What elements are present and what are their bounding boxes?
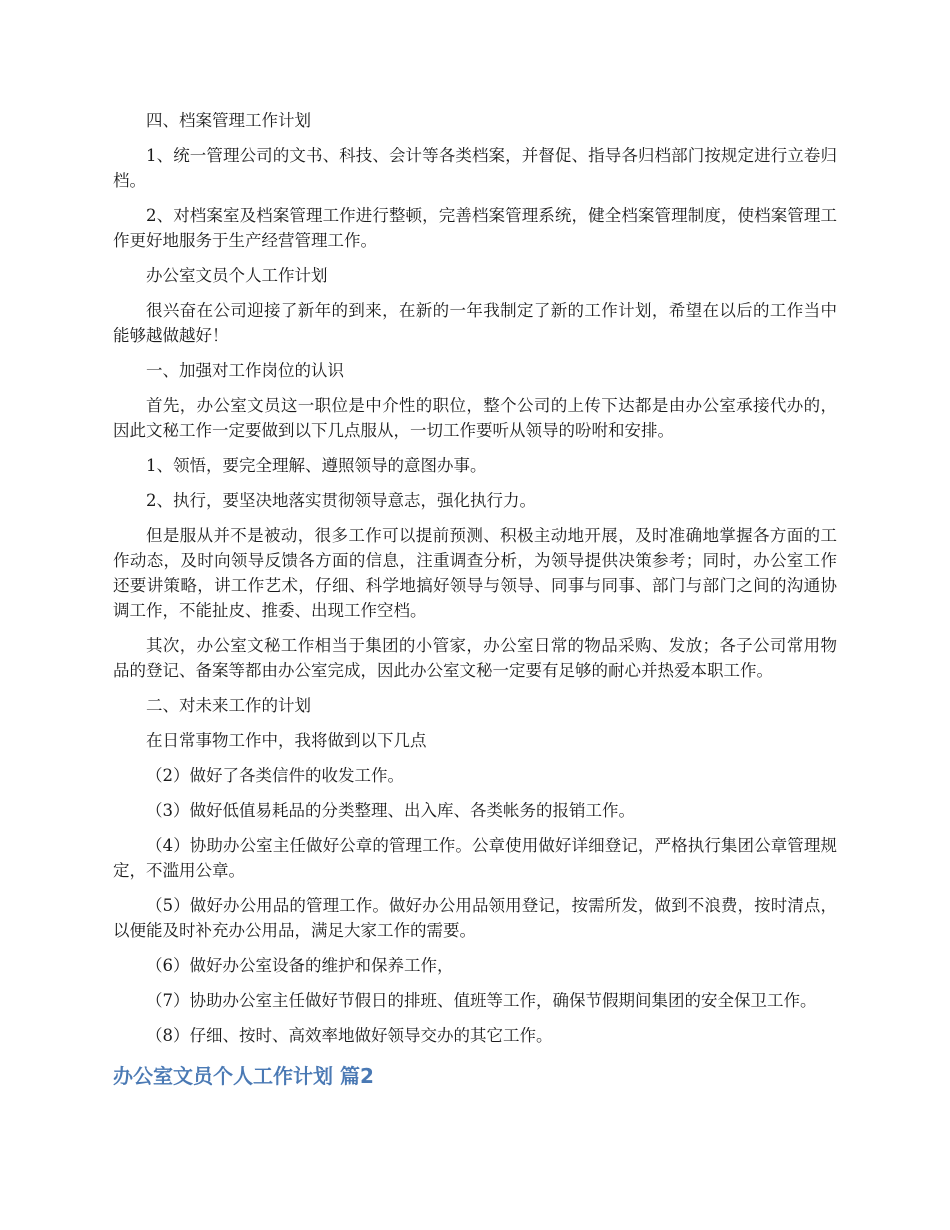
paragraph-section-2-heading: 二、对未来工作的计划: [146, 696, 311, 715]
document-body: [113, 108, 837, 1090]
list-item-5: （5）做好办公用品的管理工作。做好办公用品领用登记，按需所发，做到不浪费，按时清点，以便能及时补充办公用品，满足大家工作的需要。: [113, 896, 837, 940]
paragraph-however: 但是服从并不是被动，很多工作可以提前预测、积极主动地开展，及时准确地掌握各方面的工作动态，及时向领导反馈各方面的信息，注重调查分析，为领导提供决策参考；同时，办公室工作还要讲策略，讲工作艺术，仔细、科学地搞好领导与领导、同事与同事、部门与部门之间的沟通协调工作，不能扯皮、推委、出现工作空档。: [113, 526, 837, 620]
list-item-3: （3）做好低值易耗品的分类整理、出入库、各类帐务的报销工作。: [146, 801, 635, 820]
paragraph-first: 首先，办公室文员这一职位是中介性的职位，整个公司的上传下达都是由办公室承接代办的，因此文秘工作一定要做到以下几点服从，一切工作要听从领导的吩咐和安排。: [113, 396, 837, 440]
paragraph-intro: 很兴奋在公司迎接了新年的到来，在新的一年我制定了新的工作计划，希望在以后的工作当中能够越做越好！: [113, 301, 837, 345]
section-heading: 办公室文员个人工作计划 篇2: [113, 1064, 374, 1088]
paragraph-archive-item-2: 2、对档案室及档案管理工作进行整顿，完善档案管理系统，健全档案管理制度，使档案管理工作更好地服务于生产经营管理工作。: [113, 206, 837, 250]
list-item-7: （7）协助办公室主任做好节假日的排班、值班等工作，确保节假期间集团的安全保卫工作。: [146, 991, 817, 1010]
paragraph-section-1-heading: 一、加强对工作岗位的认识: [146, 361, 344, 380]
list-item-2: （2）做好了各类信件的收发工作。: [146, 766, 404, 785]
paragraph-point-2: 2、执行，要坚决地落实贯彻领导意志，强化执行力。: [146, 491, 536, 510]
paragraph-second: 其次，办公室文秘工作相当于集团的小管家，办公室日常的物品采购、发放；各子公司常用物品的登记、备案等都由办公室完成，因此办公室文秘一定要有足够的耐心并热爱本职工作。: [113, 636, 837, 680]
list-item-4: （4）协助办公室主任做好公章的管理工作。公章使用做好详细登记，严格执行集团公章管理规定，不滥用公章。: [113, 836, 837, 880]
list-item-6: （6）做好办公室设备的维护和保养工作，: [146, 956, 454, 975]
paragraph-plan-title: 办公室文员个人工作计划: [146, 266, 328, 285]
list-item-8: （8）仔细、按时、高效率地做好领导交办的其它工作。: [146, 1026, 553, 1045]
paragraph-point-1: 1、领悟，要完全理解、遵照领导的意图办事。: [146, 456, 487, 475]
paragraph-archive-item-1: 1、统一管理公司的文书、科技、会计等各类档案，并督促、指导各归档部门按规定进行立卷归档。: [113, 146, 837, 190]
paragraph-archive-heading: 四、档案管理工作计划: [146, 111, 311, 130]
paragraph-daily-work: 在日常事物工作中，我将做到以下几点: [146, 731, 427, 750]
